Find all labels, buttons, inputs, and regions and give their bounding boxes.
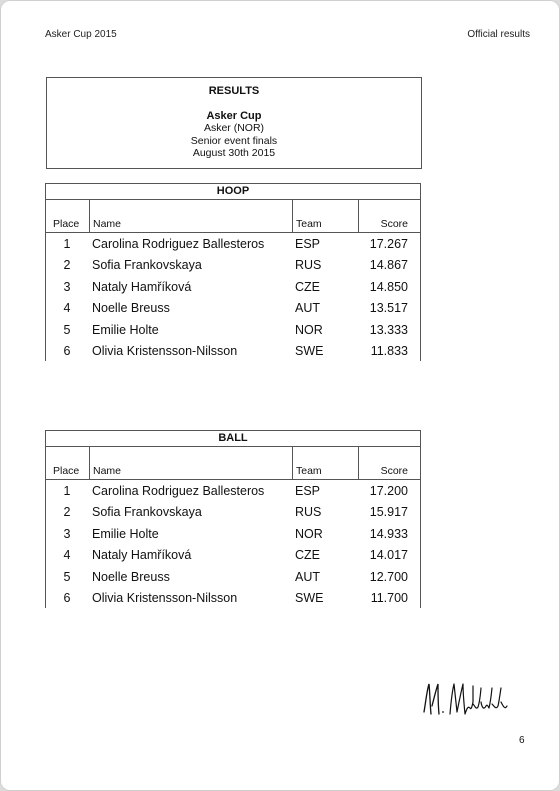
score-cell: 12.700 [369,569,408,584]
place-cell: 6 [63,590,71,605]
team-cell: RUS [295,505,322,520]
name-cell: Noelle Breuss [92,301,170,316]
table-row [46,276,420,297]
name-cell: Emilie Holte [92,526,159,541]
score-cell: 13.517 [369,301,408,316]
place-cell: 1 [63,484,71,498]
event-table-hoop [45,183,421,361]
table-row [46,319,420,340]
score-cell: 11.700 [370,590,408,605]
col-name: Name [93,465,122,477]
col-place: Place [53,218,80,230]
table-row [46,523,420,544]
name-cell: Nataly Hamříková [92,548,192,563]
score-cell: 13.333 [369,322,408,337]
results-title: RESULTS [208,85,260,97]
col-team: Team [296,218,322,230]
team-cell: SWE [295,343,324,358]
place-cell: 3 [63,279,71,294]
team-cell: ESP [295,237,321,251]
score-cell: 17.200 [369,484,408,498]
place-cell: 2 [63,258,71,273]
team-cell: ESP [295,484,321,498]
name-cell: Sofia Frankovskaya [92,505,202,520]
page-number: 6 [519,735,525,746]
col-place: Place [53,465,80,477]
name-cell: Nataly Hamříková [92,279,192,294]
competition-location: Asker (NOR) [203,122,265,134]
score-cell: 15.917 [369,505,408,520]
name-cell: Emilie Holte [92,322,159,337]
team-cell: AUT [295,301,320,316]
name-cell: Carolina Rodriguez Ballesteros [92,237,265,251]
table-row [46,501,420,522]
table-row [46,254,420,275]
team-cell: NOR [295,526,323,541]
name-cell: Olivia Kristensson-Nilsson [92,590,238,605]
place-cell: 2 [63,505,71,520]
place-cell: 6 [63,343,71,358]
table-row [46,480,420,501]
event-title: HOOP [45,183,421,200]
event-title: BALL [45,430,421,447]
place-cell: 1 [63,237,71,251]
table-row [46,297,420,318]
table-row [46,566,420,587]
header-left: Asker Cup 2015 [45,29,117,40]
competition-date: August 30th 2015 [192,147,276,159]
name-cell: Sofia Frankovskaya [92,258,202,273]
col-name: Name [93,218,122,230]
team-cell: AUT [295,569,320,584]
score-cell: 14.867 [369,258,408,273]
name-cell: Noelle Breuss [92,569,170,584]
column-header [45,200,421,233]
col-team: Team [296,465,322,477]
score-cell: 14.850 [369,279,408,294]
team-cell: CZE [295,548,320,563]
competition-event: Senior event finals [190,134,278,147]
score-cell: 14.933 [369,526,408,541]
score-cell: 17.267 [369,237,408,251]
team-cell: NOR [295,322,323,337]
place-cell: 4 [63,548,71,563]
table-row [46,544,420,565]
place-cell: 4 [63,301,71,316]
header-right: Official results [467,29,530,40]
table-row [46,233,420,254]
results-info-box [46,77,422,169]
place-cell: 5 [63,569,71,584]
event-table-ball [45,430,421,608]
team-cell: SWE [295,590,324,605]
score-cell: 14.017 [369,548,408,563]
results-rows [45,233,421,361]
table-row [46,587,420,608]
place-cell: 5 [63,322,71,337]
results-rows [45,480,421,608]
column-header [45,447,421,480]
competition-name: Asker Cup [206,109,262,122]
place-cell: 3 [63,526,71,541]
table-row [46,340,420,361]
signature-image [420,676,516,720]
col-score: Score [380,218,408,230]
col-score: Score [380,465,408,477]
name-cell: Carolina Rodriguez Ballesteros [92,484,265,498]
name-cell: Olivia Kristensson-Nilsson [92,343,238,358]
team-cell: RUS [295,258,322,273]
team-cell: CZE [295,279,320,294]
score-cell: 11.833 [370,343,408,358]
